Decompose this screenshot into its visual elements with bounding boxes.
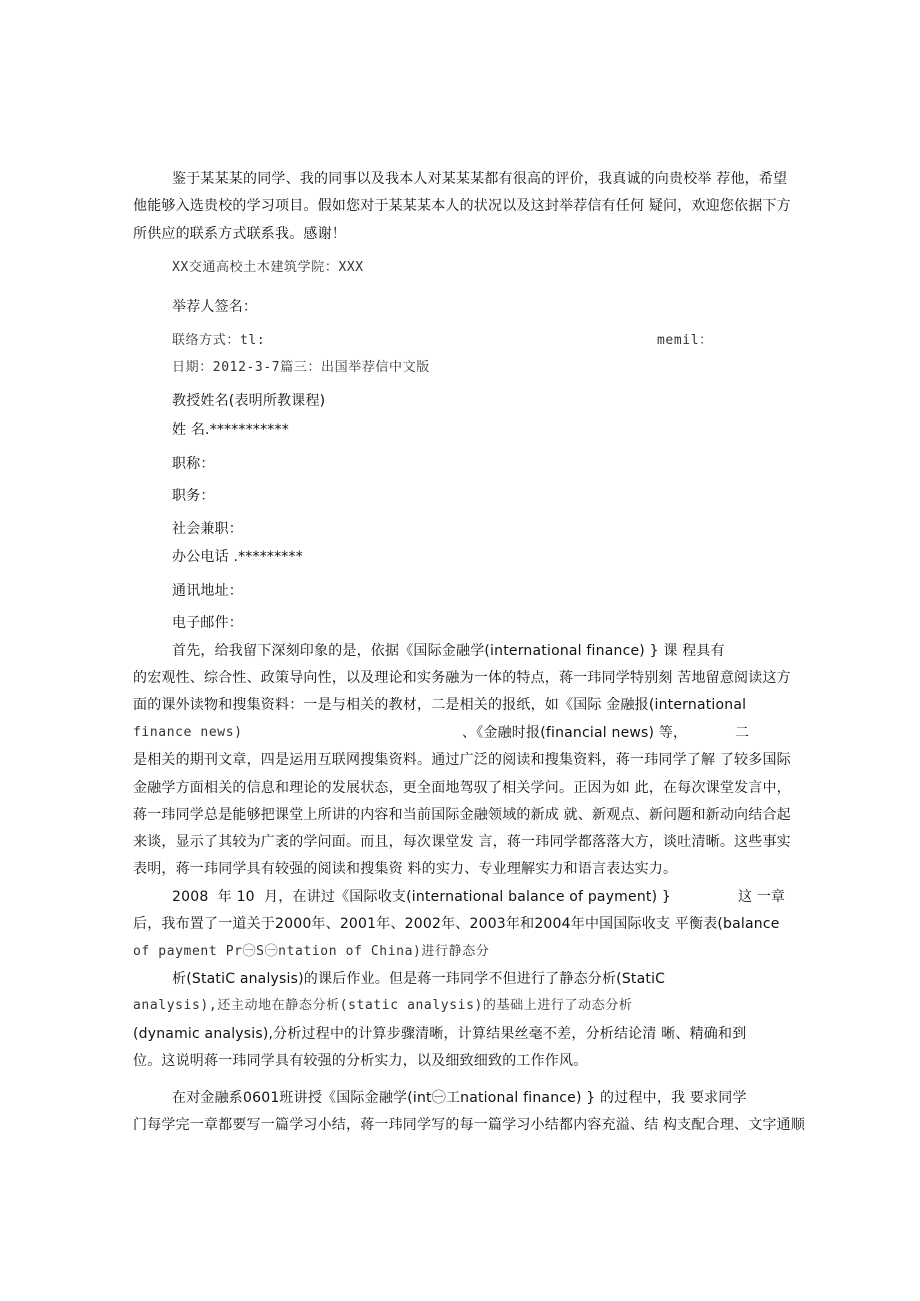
position-label: 职务： — [172, 488, 215, 504]
p2-line-6: (dynamic analysis),分析过程中的计算步骤清晰，计算结果丝毫不差，分析结论清 晰、精确和到 — [133, 1026, 747, 1042]
affiliation-line: XX交通高校土木建筑学院：XXX — [172, 260, 364, 275]
p1-line-9: 表明，蒋一玮同学具有较强的阅读和搜集资 料的实力、专业理解实力和语言表达实力。 — [133, 861, 678, 877]
p1-line-4a: finance news) — [133, 725, 243, 740]
p3-line-2: 门每学完一章都要写一篇学习小结，蒋一玮同学写的每一篇学习小结都内容充溢、结 构支配合理、文字通顺 — [133, 1117, 806, 1133]
p2-line-3: of payment Pr㊀S㊀ntation of China)进行静态分 — [133, 944, 490, 959]
contact-label: 联络方式：tl: — [172, 333, 266, 348]
address-label: 通讯地址： — [172, 583, 243, 599]
p2-line-2: 后，我布置了一道关于2000年、2001年、2002年、2003年和2004年中国国际收支 平衡表(balance — [133, 916, 780, 932]
p2-line-7: 位。这说明蒋一玮同学具有较强的分析实力，以及细致细致的工作作风。 — [133, 1053, 588, 1069]
p1-line-4b: 、《金融时报(financial news) 等， — [462, 725, 688, 741]
p1-line-2: 的宏观性、综合性、政策导向性，以及理论和实务融为一体的特点，蒋一玮同学特别刻 苦地留意阅读这方 — [133, 670, 791, 686]
phone-line: 办公电话 .********* — [172, 549, 303, 565]
social-label: 社会兼职： — [172, 521, 243, 537]
p1-line-8: 来谈，显示了其较为广袤的学问面。而且，每次课堂发 言，蒋一玮同学都落落大方，谈吐清晰。这些事实 — [133, 834, 791, 850]
p1-line-1: 首先，给我留下深刻印象的是，依据《国际金融学(international finance) } 课 程具有 — [172, 643, 725, 659]
form-email-label: 电子邮件： — [172, 615, 243, 631]
p3-line-1: 在对金融系0601班讲授《国际金融学(int㊀工national finance) } 的过程中，我 要求同学 — [172, 1090, 747, 1106]
p1-line-4c: 二 — [735, 725, 750, 741]
p1-line-5: 是相关的期刊文章，四是运用互联网搜集资料。通过广泛的阅读和搜集资料，蒋一玮同学了解 了较多国际 — [133, 752, 791, 768]
intro-line-1: 鉴于某某某的同学、我的同事以及我本人对某某某都有很高的评价，我真诚的向贵校举 荐他，希望 — [172, 171, 788, 187]
p2-line-5: analysis),还主动地在静态分析(static analysis)的基础上进行了动态分析 — [133, 998, 633, 1013]
p2-line-4: 析(StatiC analysis)的课后作业。但是蒋一玮同学不但进行了静态分析(StatiC — [172, 971, 666, 987]
p1-line-3: 面的课外读物和搜集资料：一是与相关的教材，二是相关的报纸，如《国际 金融报(international — [133, 697, 747, 713]
name-line: 姓 名.*********** — [172, 422, 289, 438]
title-label: 职称： — [172, 456, 215, 472]
intro-line-2: 他能够入选贵校的学习项目。假如您对于某某某本人的状况以及这封举荐信有任何 疑问，欢迎您依据下方 — [133, 198, 791, 214]
intro-line-3: 所供应的联系方式联系我。感谢！ — [133, 226, 346, 242]
signature-label: 举荐人签名： — [172, 299, 258, 315]
p1-line-6: 金融学方面相关的信息和理论的发展状态，更全面地驾驭了相关学问。正因为如 此，在每次课堂发言中， — [133, 780, 791, 796]
date-line: 日期：2012-3-7篇三：出国举荐信中文版 — [172, 360, 430, 375]
email-label: memil： — [657, 333, 713, 348]
p1-line-7: 蒋一玮同学总是能够把课堂上所讲的内容和当前国际金融领域的新成 就、新观点、新问题和新动向结合起 — [133, 807, 791, 823]
p2-line-1a: 2008 年 10 月，在讲过《国际收支(international balance of payment) } — [172, 889, 672, 905]
p2-line-1b: 这 一章 — [738, 889, 786, 905]
professor-name-label: 教授姓名(表明所教课程) — [172, 393, 326, 409]
